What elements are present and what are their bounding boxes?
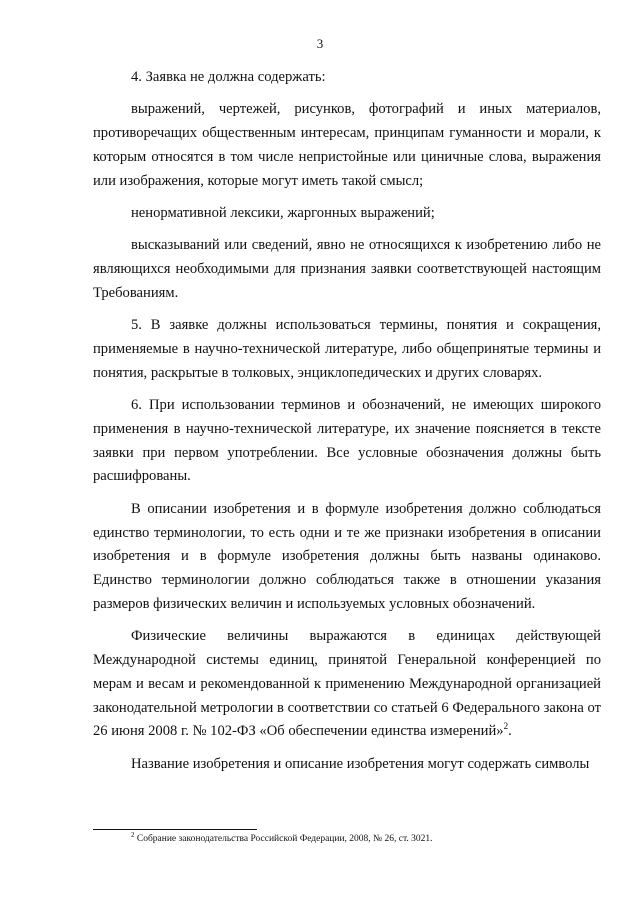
paragraph-physical-units: Физические величины выражаются в единицах действующей Международной системы единиц, принятой Генеральной конференцией по мерам и весам и рекомендованной к применению Международной организацией законодательной метрологии в соответствии со статьей 6 Федерального закона от 26 июня 2008 г. № 102-ФЗ «Об обеспечении единства измерений»$^2$.: [93, 628, 601, 740]
paragraph-list-item-1: выражений, чертежей, рисунков, фотографий и иных материалов, противоречащих общественным интересам, принципам гуманности и морали, к которым относятся в том числе непристойные или циничные слова, выражения или изображения, которые могут иметь такой смысл;: [93, 101, 601, 189]
footnote-text: Собрание законодательства Российской Федерации, 2008, № 26, ст. 3021.: [134, 834, 433, 844]
paragraph-item-6: 6. При использовании терминов и обозначений, не имеющих широкого применения в научно-технической литературе, их значение поясняется в тексте заявки при первом употреблении. Все условные обозначения должны быть расшифрованы.: [93, 397, 601, 485]
paragraph-terminology: В описании изобретения и в формуле изобретения должно соблюдаться единство терминологии, то есть одни и те же признаки изобретения в описании изобретения и в формуле изобретения должны быть названы одинаково. Единство терминологии должно соблюдаться также в отношении указания размеров физических величин и используемых условных обозначений.: [93, 500, 601, 612]
footnote-reference: 2: [503, 721, 509, 732]
footnote-divider: [93, 829, 257, 830]
footnote-marker: 2: [131, 830, 135, 839]
paragraph-list-item-2: ненормативной лексики, жаргонных выражений;: [131, 204, 435, 221]
paragraph-item-5: 5. В заявке должны использоваться термины, понятия и сокращения, применяемые в научно-технической литературе, либо общепринятые термины и понятия, раскрытые в толковых, энциклопедических и других словарях.: [93, 317, 601, 381]
footnote: [131, 830, 601, 845]
document-body: [93, 66, 601, 785]
page-number: 3: [316, 36, 324, 51]
paragraph-symbols: Название изобретения и описание изобретения могут содержать символы: [131, 755, 590, 772]
paragraph-physical-units-text: Физические величины выражаются в единицах действующей Международной системы единиц, принятой Генеральной конференцией по мерам и весам и рекомендованной к применению Международной организацией законодательной метрологии в соответствии со статьей 6 Федерального закона от 26 июня 2008 г. № 102-ФЗ «Об обеспечении единства измерений»: [93, 628, 601, 740]
paragraph-list-item-3: высказываний или сведений, явно не относящихся к изобретению либо не являющихся необходимыми для признания заявки соответствующей настоящим Требованиям.: [93, 237, 601, 301]
paragraph-item-4-heading: 4. Заявка не должна содержать:: [131, 69, 326, 85]
